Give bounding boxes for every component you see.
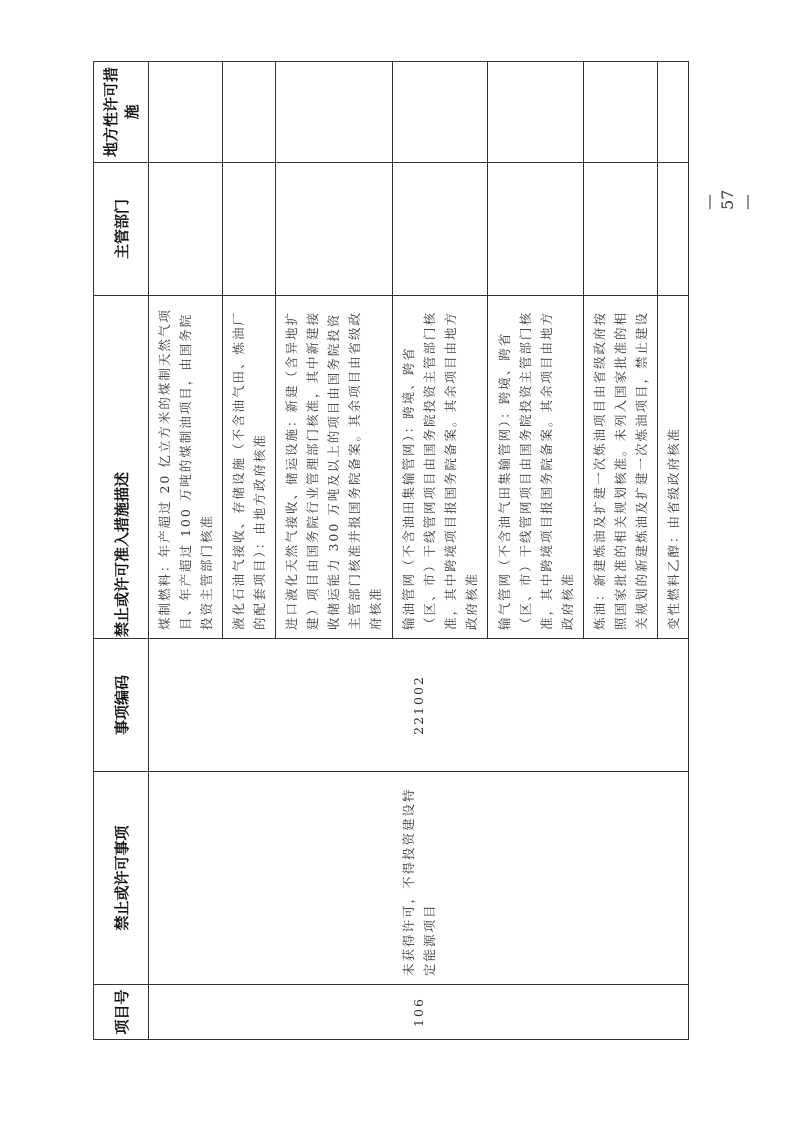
measure-cell: 输气管网（不含油气田集输管网）：跨境、跨省（区、市）干线管网项目由国务院投资主管部门核准，其中跨境项目报国务院备案。其余项目由地方政府核准 [488, 296, 584, 639]
measure-cell: 变性燃料乙醇：由省级政府核准 [658, 296, 689, 639]
department-cell [584, 163, 658, 296]
local-measure-cell [584, 62, 658, 163]
measure-cell: 炼油：新建炼油及扩建一次炼油项目由省级政府按照国家批准的相关规划核准。未列入国家批准的相关规划的新建炼油及扩建一次炼油项目，禁止建设 [584, 296, 658, 639]
header-description: 禁止或许可准入措施描述 [94, 296, 149, 639]
permit-table [93, 61, 689, 1040]
local-measure-cell [488, 62, 584, 163]
measure-cell: 进口液化天然气接收、储运设施：新建（含异地扩建）项目由国务院行业管理部门核准，其中新建接收储运能力 300 万吨及以上的项目由国务院投资主管部门核准并报国务院备案。其余项目由省级政府核准 [275, 296, 392, 639]
local-measure-cell [149, 62, 223, 163]
measure-cell: 输油管网（不含油田集输管网）：跨境、跨省（区、市）干线管网项目由国务院投资主管部门核准，其中跨境项目报国务院备案。其余项目由地方政府核准 [392, 296, 488, 639]
local-measure-cell [275, 62, 392, 163]
page-number: — 57 — [698, 189, 756, 210]
department-cell [223, 163, 275, 296]
department-cell [392, 163, 488, 296]
item-cell: 未获得许可，不得投资建设特定能源项目 [149, 772, 689, 985]
department-cell [149, 163, 223, 296]
project-number-cell: 106 [149, 985, 689, 1040]
department-cell [275, 163, 392, 296]
header-local-measures: 地方性许可措施 [94, 62, 149, 163]
table-row [149, 62, 223, 1040]
local-measure-cell [392, 62, 488, 163]
measure-cell: 液化石油气接收、存储设施（不含油气田、炼油厂的配套项目）：由地方政府核准 [223, 296, 275, 639]
code-cell: 221002 [149, 639, 689, 772]
measure-cell: 煤制燃料：年产超过 20 亿立方米的煤制天然气项目、年产超过 100 万吨的煤制油项目，由国务院投资主管部门核准 [149, 296, 223, 639]
rotated-table-page [93, 67, 689, 1040]
department-cell [488, 163, 584, 296]
header-project-no: 项目号 [94, 985, 149, 1040]
header-item: 禁止或许可事项 [94, 772, 149, 985]
header-department: 主管部门 [94, 163, 149, 296]
local-measure-cell [658, 62, 689, 163]
local-measure-cell [223, 62, 275, 163]
header-row [94, 62, 149, 1040]
header-code: 事项编码 [94, 639, 149, 772]
